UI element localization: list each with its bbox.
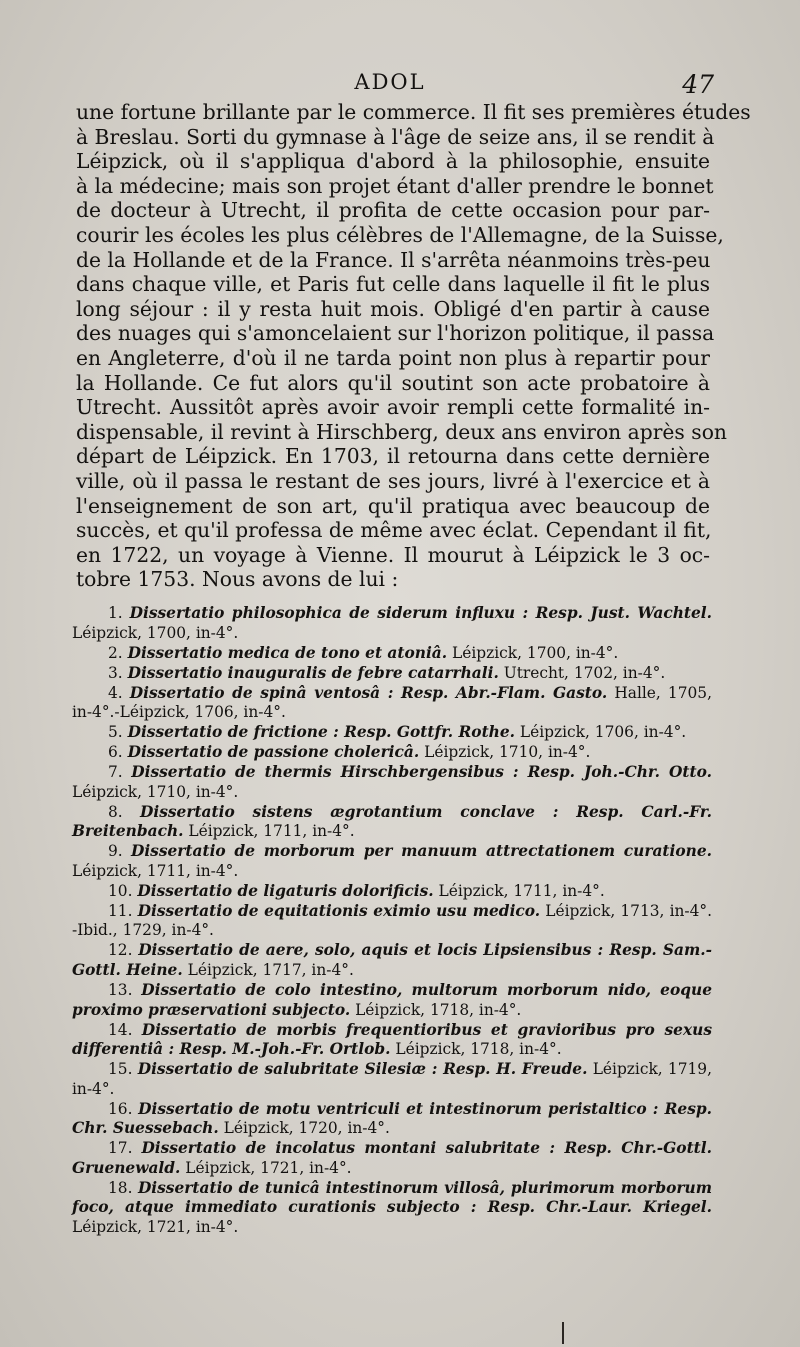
work-number: 12. xyxy=(108,941,133,960)
work-entry xyxy=(72,604,712,643)
work-entry xyxy=(72,1179,712,1238)
work-title: Dissertatio de incolatus montani salubritate : Resp. Chr.-Gottl. Gruenewald. xyxy=(72,1139,712,1177)
work-entry xyxy=(72,981,712,1020)
text-line: en 1722, un voyage à Vienne. Il mourut à Léipzick le 3 oc- xyxy=(76,542,710,567)
work-entry xyxy=(72,882,712,902)
text-line: la Hollande. Ce fut alors qu'il soutint son acte probatoire à xyxy=(76,370,710,395)
text-line: dispensable, il revint à Hirschberg, deux ans environ après son xyxy=(76,419,727,444)
text-line: courir les écoles les plus célèbres de l'Allemagne, de la Suisse, xyxy=(76,222,724,247)
work-number: 14. xyxy=(108,1020,133,1039)
work-publication: Léipzick, 1721, in-4°. xyxy=(180,1158,352,1177)
work-entry xyxy=(72,644,712,664)
work-entry xyxy=(72,941,712,980)
work-entry xyxy=(72,684,712,723)
work-title: Dissertatio medica de tono et atoniâ. xyxy=(127,643,448,662)
work-title: Dissertatio de salubritate Silesiæ : Resp. H. Freude. xyxy=(137,1060,588,1079)
work-title: Dissertatio de aere, solo, aquis et locis Lipsiensibus : Resp. Sam.-Gottl. Heine. xyxy=(72,941,712,979)
work-number: 3. xyxy=(108,663,123,682)
work-publication: Léipzick, 1710, in-4°. xyxy=(72,782,239,801)
text-line: de docteur à Utrecht, il profita de cette occasion pour par- xyxy=(76,198,710,223)
work-publication: Léipzick, 1711, in-4°. xyxy=(433,881,605,900)
work-entry xyxy=(72,723,712,743)
work-entry xyxy=(72,664,712,684)
text-line: de la Hollande et de la France. Il s'arrêta néanmoins très-peu xyxy=(76,247,711,272)
page-edge-mark xyxy=(562,1322,564,1344)
work-publication: Léipzick, 1720, in-4°. xyxy=(218,1119,390,1138)
text-line: des nuages qui s'amoncelaient sur l'horizon politique, il passa xyxy=(76,321,715,346)
work-number: 5. xyxy=(108,723,123,742)
work-publication: Léipzick, 1718, in-4°. xyxy=(350,1000,522,1019)
work-number: 10. xyxy=(108,881,133,900)
text-line: succès, et qu'il professa de même avec éclat. Cependant il fit, xyxy=(76,518,712,543)
work-publication: Halle, 1705, in-4°.-Léipzick, 1706, in-4°. xyxy=(72,683,712,722)
work-entry xyxy=(72,842,712,881)
work-entry xyxy=(72,763,712,802)
work-number: 6. xyxy=(108,743,123,762)
work-number: 13. xyxy=(108,980,133,999)
work-title: Dissertatio de thermis Hirschbergensibus : Resp. Joh.-Chr. Otto. xyxy=(131,763,712,782)
work-publication: Léipzick, 1718, in-4°. xyxy=(390,1040,562,1059)
text-line: en Angleterre, d'où il ne tarda point non plus à repartir pour xyxy=(76,345,710,370)
works-list xyxy=(72,604,712,1238)
work-title: Dissertatio de motu ventriculi et intestinorum peristaltico : Resp. Chr. Suessebach. xyxy=(72,1099,712,1138)
work-title: Dissertatio inauguralis de febre catarrhali. xyxy=(127,663,499,682)
work-title: Dissertatio de ligaturis dolorificis. xyxy=(137,881,434,900)
work-entry xyxy=(72,902,712,941)
work-publication: Léipzick, 1713, in-4°. -Ibid., 1729, in-4°. xyxy=(72,901,712,940)
work-publication: Utrecht, 1702, in-4°. xyxy=(498,663,666,682)
work-publication: Léipzick, 1721, in-4°. xyxy=(72,1218,239,1237)
work-title: Dissertatio philosophica de siderum influxu : Resp. Just. Wachtel. xyxy=(129,604,712,622)
work-entry xyxy=(72,743,712,763)
work-number: 16. xyxy=(108,1099,133,1118)
work-number: 8. xyxy=(108,802,123,821)
text-line: dans chaque ville, et Paris fut celle dans laquelle il fit le plus xyxy=(76,272,710,297)
text-line: long séjour : il y resta huit mois. Obligé d'en partir à cause xyxy=(76,296,710,321)
work-publication: Léipzick, 1700, in-4°. xyxy=(447,643,619,662)
work-entry xyxy=(72,1139,712,1178)
work-publication: Léipzick, 1711, in-4°. xyxy=(183,822,355,841)
text-line: l'enseignement de son art, qu'il pratiqua avec beaucoup de xyxy=(76,493,710,518)
work-title: Dissertatio de equitationis eximio usu medico. xyxy=(137,901,541,920)
text-line: une fortune brillante par le commerce. Il fit ses premières études xyxy=(76,100,751,124)
work-number: 9. xyxy=(108,842,123,861)
work-title: Dissertatio de spinâ ventosâ : Resp. Abr.-Flam. Gasto. xyxy=(129,683,608,702)
work-number: 1. xyxy=(108,604,123,622)
work-entry xyxy=(72,803,712,842)
running-head: ADOL xyxy=(354,70,426,94)
work-title: Dissertatio de frictione : Resp. Gottfr. Rothe. xyxy=(127,723,516,742)
work-publication: Léipzick, 1710, in-4°. xyxy=(419,743,591,762)
work-number: 17. xyxy=(108,1139,133,1158)
work-title: Dissertatio de morborum per manuum attrectationem curatione. xyxy=(130,842,712,861)
work-publication: Léipzick, 1711, in-4°. xyxy=(72,861,239,880)
text-line: Léipzick, où il s'appliqua d'abord à la philosophie, ensuite xyxy=(76,149,710,174)
work-number: 4. xyxy=(108,683,123,702)
work-number: 11. xyxy=(108,901,133,920)
page-header xyxy=(70,66,714,100)
work-number: 7. xyxy=(108,763,123,782)
page-number: 47 xyxy=(682,70,714,99)
work-publication: Léipzick, 1700, in-4°. xyxy=(72,623,239,642)
work-number: 15. xyxy=(108,1060,133,1079)
text-line: à la médecine; mais son projet étant d'aller prendre le bonnet xyxy=(76,173,714,198)
text-line: à Breslau. Sorti du gymnase à l'âge de seize ans, il se rendit à xyxy=(76,124,715,149)
work-title: Dissertatio sistens ægrotantium conclave : Resp. Carl.-Fr. Breitenbach. xyxy=(72,802,712,841)
work-title: Dissertatio de colo intestino, multorum morborum nido, eoque proximo præservationi subjecto. xyxy=(72,980,712,1019)
text-line: tobre 1753. Nous avons de lui : xyxy=(76,567,399,592)
work-title: Dissertatio de tunicâ intestinorum villosâ, plurimorum morborum foco, atque immediato curationis subjecto : Resp. Chr.-Laur. Kriegel. xyxy=(72,1178,712,1217)
work-number: 2. xyxy=(108,643,123,662)
work-title: Dissertatio de morbis frequentioribus et gravioribus pro sexus differentiâ : Resp. M.-Joh.-Fr. Ortlob. xyxy=(72,1020,712,1059)
work-entry xyxy=(72,1100,712,1139)
body-text xyxy=(76,100,751,592)
text-line: Utrecht. Aussitôt après avoir avoir rempli cette formalité in- xyxy=(76,395,710,420)
work-number: 18. xyxy=(108,1178,133,1197)
work-title: Dissertatio de passione cholericâ. xyxy=(127,743,420,762)
work-entry xyxy=(72,1060,712,1099)
text-line: départ de Léipzick. En 1703, il retourna dans cette dernière xyxy=(76,444,710,469)
text-line: ville, où il passa le restant de ses jours, livré à l'exercice et à xyxy=(76,468,710,493)
work-publication: Léipzick, 1717, in-4°. xyxy=(182,960,354,979)
work-publication: Léipzick, 1719, in-4°. xyxy=(72,1060,712,1098)
work-entry xyxy=(72,1021,712,1060)
work-publication: Léipzick, 1706, in-4°. xyxy=(515,723,687,742)
